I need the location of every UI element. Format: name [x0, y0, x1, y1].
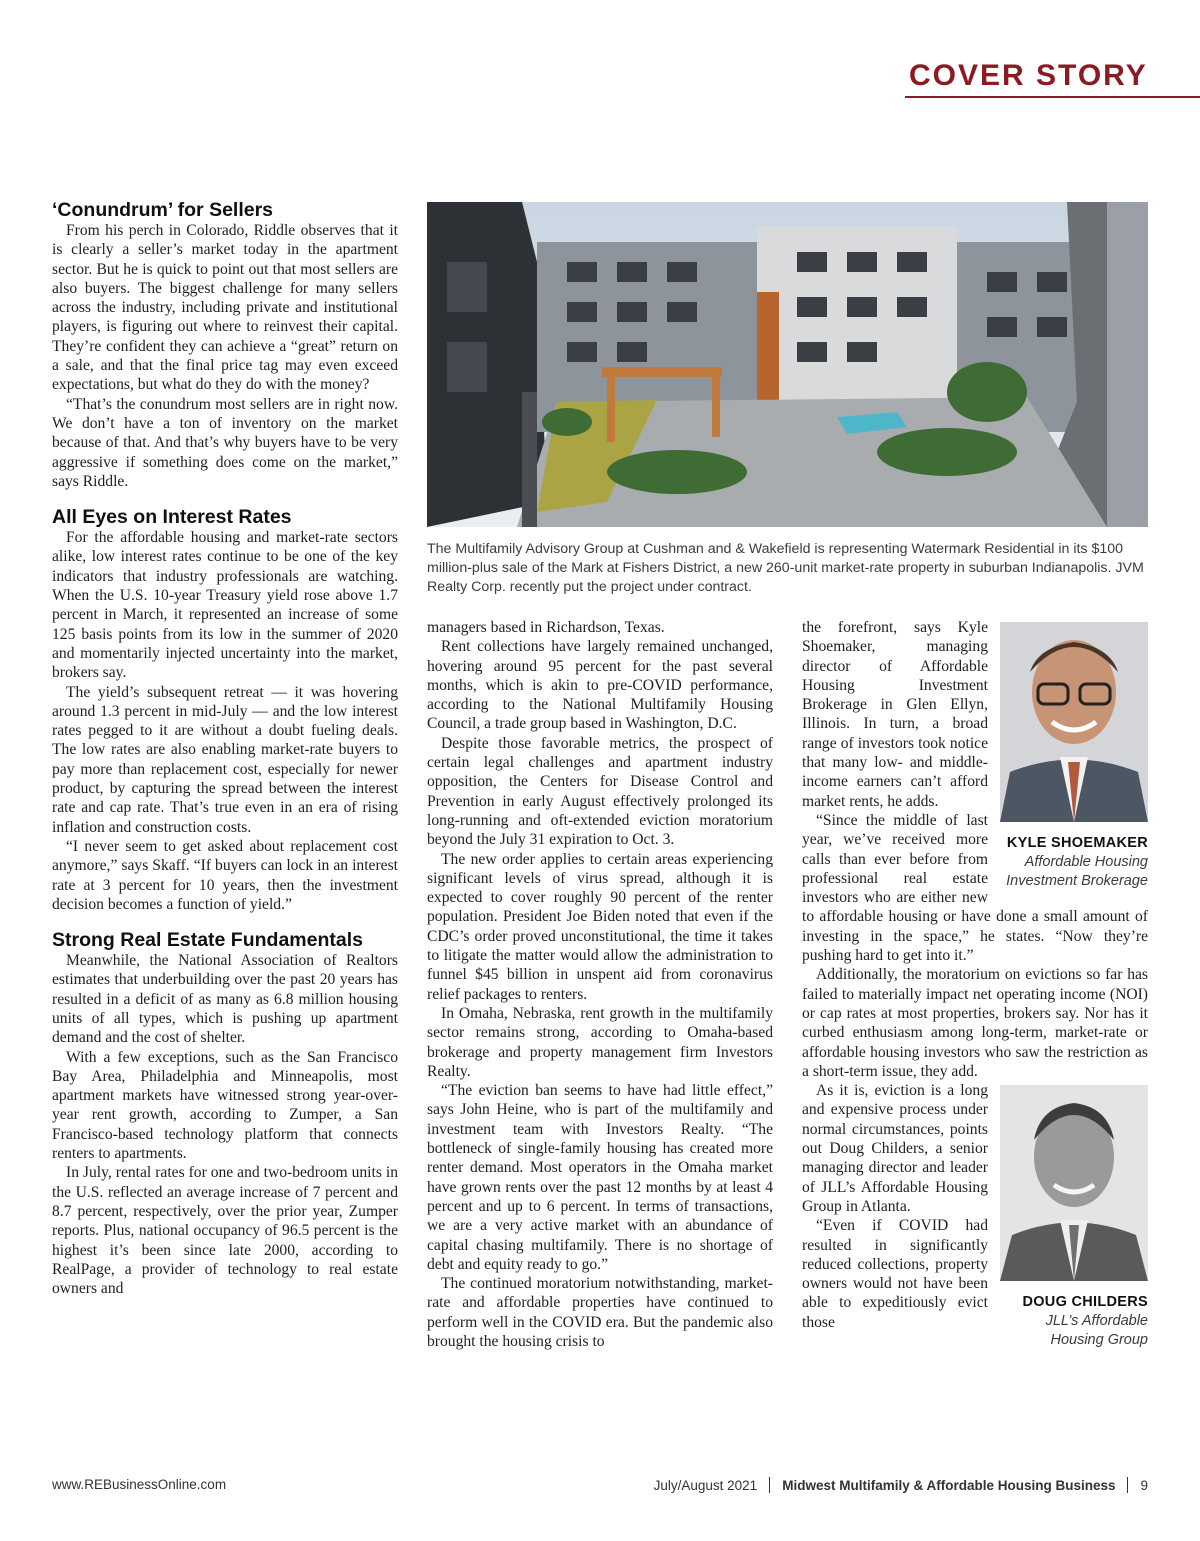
- portrait-caption-shoemaker: [1000, 834, 1148, 891]
- paragraph: Meanwhile, the National Association of Realtors estimates that underbuilding over the past 20 years has resulted in a deficit of as many as 6.8 million housing units of all types, which is pushing up apartment demand and the cost of shelter.: [52, 952, 398, 1047]
- article-column-2: [427, 618, 773, 1351]
- footer-divider: [769, 1477, 770, 1493]
- paragraph: The new order applies to certain areas experiencing significant levels of virus spread, although it is expected to cover roughly 90 percent of the renter population. President Joe Biden noted that even if the CDC’s order proved unconstitutional, the time it takes to litigate the matter would allow the administration to funnel $45 billion in unspent aid from coronavirus relief packages to renters.: [427, 850, 773, 1003]
- paragraph: The yield’s subsequent retreat — it was hovering around 1.3 percent in mid-July — and the low interest rates pegged to it are without a doubt fueling deals. The low rates are also enabling market-rate buyers to pay more than replacement cost, especially for newer product, by capturing the spread between the interest rate and cap rate. That’s true even in an era of rising inflation and construction costs.: [52, 683, 398, 836]
- page-number: 9: [1140, 1478, 1148, 1493]
- portrait-title: JLL’s Affordable Housing Group: [1045, 1313, 1148, 1349]
- footer-issue: July/August 2021: [653, 1478, 758, 1493]
- article-column-1: [52, 199, 398, 1298]
- photo-caption: The Multifamily Advisory Group at Cushman and & Wakefield is representing Watermark Residential in its $100 million-plus sale of the Mark at Fishers District, a new 260-unit market-rate property in suburban Indianapolis. JVM Realty Corp. recently put the project under contract.: [427, 541, 1144, 595]
- subhead-fundamentals: Strong Real Estate Fundamentals: [52, 929, 363, 952]
- paragraph: “I never seem to get asked about replacement cost anymore,” says Skaff. “If buyers can lock in an interest rate at 3 percent for 10 years, then the investment decision becomes a function of yield.”: [52, 837, 398, 913]
- paragraph: With a few exceptions, such as the San Francisco Bay Area, Philadelphia and Minneapolis, most apartment markets have witnessed strong year-over-year rent growth, according to Zumper, a San Francisco-based technology platform that connects renters to apartments.: [52, 1048, 398, 1163]
- portrait-caption-childers: [1000, 1293, 1148, 1350]
- paragraph: managers based in Richardson, Texas.: [427, 619, 665, 636]
- subhead-conundrum: ‘Conundrum’ for Sellers: [52, 199, 274, 221]
- paragraph: Despite those favorable metrics, the prospect of certain legal challenges and apartment industry opposition, the Centers for Disease Control and Prevention in early August effectively prolonged its long-running and oft-extended eviction moratorium beyond the July 31 expiration to Oct. 3.: [427, 734, 773, 849]
- portrait-photo-shoemaker: [1000, 622, 1148, 822]
- portrait-name: KYLE SHOEMAKER: [1006, 835, 1148, 851]
- section-rule: [905, 96, 1200, 98]
- paragraph: In July, rental rates for one and two-bedroom units in the U.S. reflected an average increase of 7 percent and 8.7 percent, respectively, over the prior year, Zumper reports. Plus, national occupancy of 96.5 percent is the highest it’s been since late 2000, according to RealPage, a provider of technology to real estate owners and: [52, 1164, 398, 1298]
- paragraph: Rent collections have largely remained unchanged, hovering around 95 percent for the past several months, which is akin to pre-COVID performance, according to the National Multifamily Housing Council, a trade group based in Washington, D.C.: [427, 638, 773, 733]
- paragraph: “The eviction ban seems to have had little effect,” says John Heine, who is part of the multifamily and investment team with Investors Realty. “The bottleneck of single-family housing has created more renter demand. Most operators in the Omaha market have grown rents over the past 12 months by at least 4 percent and up to 6 percent. In terms of transactions, we are a very active market with an abundance of capital chasing multifamily. There is no shortage of debt and equity ready to go.”: [427, 1082, 773, 1273]
- paragraph: From his perch in Colorado, Riddle observes that it is clearly a seller’s market today in the apartment sector. But he is quick to point out that most sellers are also buyers. The biggest challenge for many sellers across the industry, including private and institutional players, is figuring out where to reinvest their capital. They’re confident they can achieve a “great” return on a sale, and that the final price tag may even exceed expectations, but what do they do with the money?: [52, 222, 398, 394]
- footer-magazine: Midwest Multifamily & Affordable Housing Business: [782, 1478, 1116, 1493]
- article-column-3: [802, 618, 1148, 1350]
- footer-website: www.REBusinessOnline.com: [52, 1477, 227, 1492]
- section-label-text: COVER STORY: [909, 59, 1148, 92]
- section-label: [905, 56, 1200, 98]
- footer-divider: [1127, 1477, 1128, 1493]
- portrait-photo-childers: [1000, 1085, 1148, 1281]
- paragraph: As it is, eviction is a long and expensive process under normal circumstances, points out Doug Childers, a senior managing director and leader of JLL’s Affordable Housing Group in Atlanta.: [802, 1082, 988, 1215]
- portrait-block-shoemaker: [1000, 622, 1148, 891]
- paragraph: the forefront, says Kyle Shoemaker, managing director of Affordable Housing Investment Brokerage in Glen Ellyn, Illinois. In turn, a broad range of investors took notice that many low- and middle-income earners can’t afford market rents, he adds.: [802, 619, 988, 810]
- courtyard-photo: [427, 202, 1148, 527]
- paragraph: The continued moratorium notwithstanding, market-rate and affordable properties have continued to perform well in the COVID era. But the pandemic also brought the housing crisis to: [427, 1275, 773, 1350]
- paragraph: “That’s the conundrum most sellers are in right now. We don’t have a ton of inventory on the market because of that. And that’s why buyers have to be very aggressive if something does come on the market,” says Riddle.: [52, 395, 398, 490]
- paragraph: For the affordable housing and market-rate sectors alike, low interest rates continue to be one of the key indicators that industry professionals are watching. When the U.S. 10-year Treasury yield rose above 1.7 percent in March, it represented an increase of some 125 basis points from its low in the summer of 2020 and momentarily injected uncertainty into the market, brokers say.: [52, 529, 398, 682]
- subhead-interest-rates: All Eyes on Interest Rates: [52, 506, 292, 529]
- portrait-title: Affordable Housing Investment Brokerage: [1006, 854, 1148, 890]
- portrait-name: DOUG CHILDERS: [1022, 1294, 1148, 1311]
- paragraph: “Even if COVID had resulted in significantly reduced collections, property owners would not have been able to expeditiously evict those: [802, 1217, 988, 1331]
- footer-right: [654, 1477, 1148, 1493]
- paragraph: In Omaha, Nebraska, rent growth in the multifamily sector remains strong, according to Omaha-based brokerage and property management firm Investors Realty.: [427, 1004, 773, 1080]
- paragraph: Additionally, the moratorium on evictions so far has failed to materially impact net operating income (NOI) or cap rates at most properties, brokers say. Nor has it curbed enthusiasm among long-term, market-rate or affordable housing investors who saw the restriction as a short-term issue, they add.: [802, 966, 1148, 1080]
- portrait-block-childers: [1000, 1085, 1148, 1350]
- paragraph: “Since the middle of last year, we’ve received more calls than ever before from professional real estate investors who are either new to affordable housing or have done a small amount of investing in the space,” he states. “Now they’re pushing hard to get into it.”: [802, 811, 1148, 965]
- page-footer: [52, 1477, 1148, 1499]
